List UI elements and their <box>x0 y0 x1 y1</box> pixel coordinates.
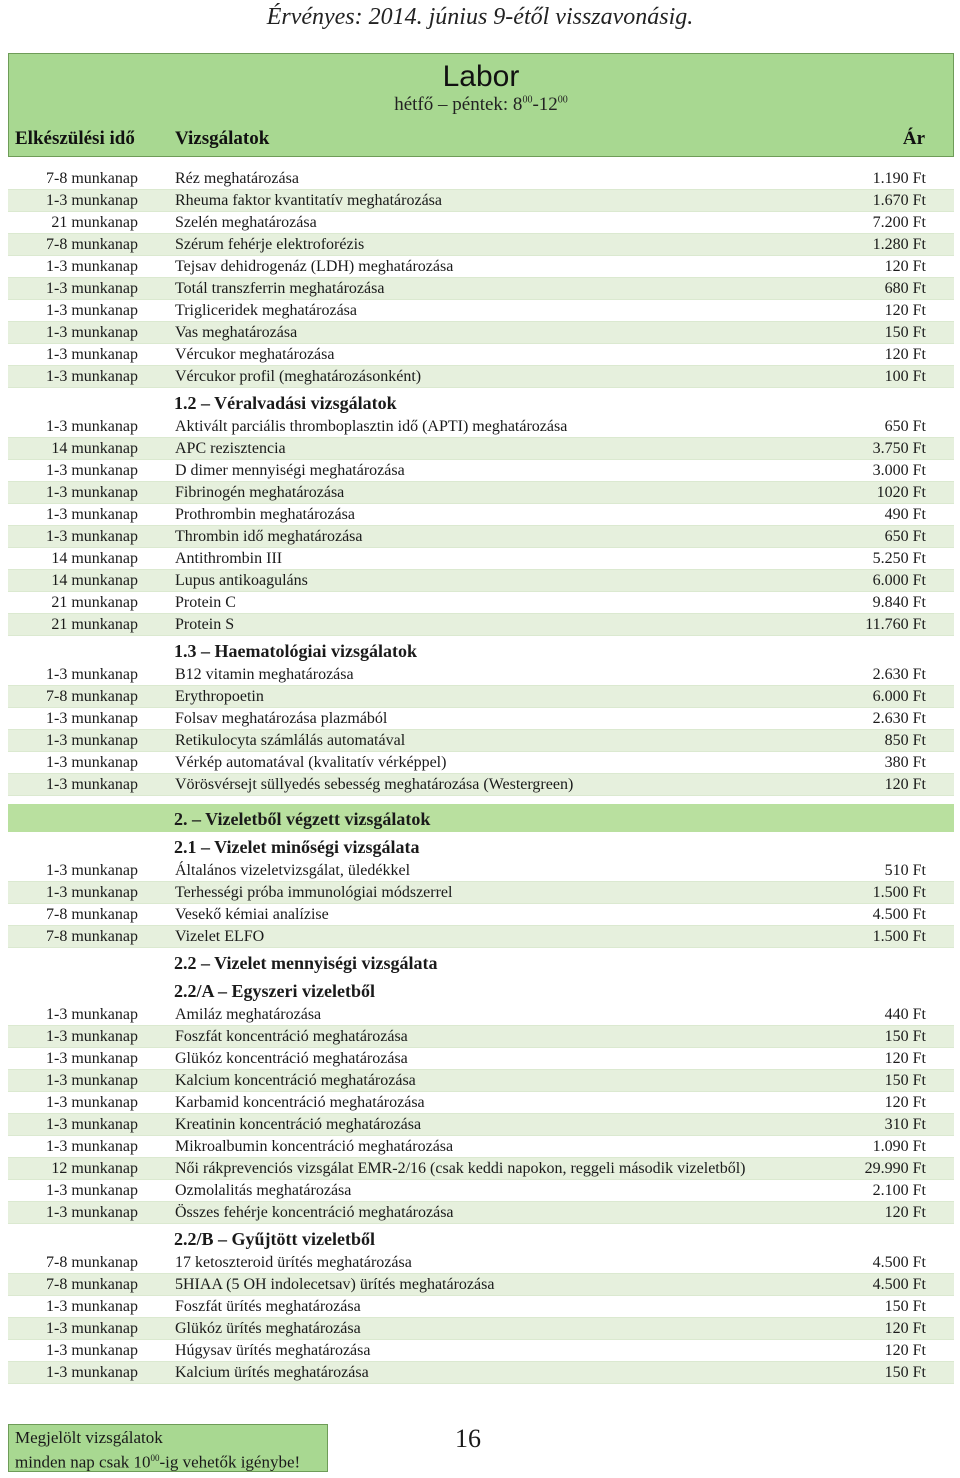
table-row <box>8 1070 954 1092</box>
test-price: 490 Ft <box>884 506 926 523</box>
test-name: Ozmolalitás meghatározása <box>175 1182 352 1199</box>
footer-note <box>8 1424 328 1472</box>
test-price: 150 Ft <box>884 324 926 341</box>
test-name: Fibrinogén meghatározása <box>175 484 345 501</box>
test-price: 5.250 Ft <box>872 550 926 567</box>
table-row <box>8 752 954 774</box>
table-row <box>8 300 954 322</box>
turnaround-time: 1-3 munkanap <box>46 1116 138 1133</box>
page-number: 16 <box>455 1424 481 1453</box>
turnaround-time: 1-3 munkanap <box>46 1298 138 1315</box>
table-row <box>8 460 954 482</box>
test-price: 650 Ft <box>884 528 926 545</box>
test-price: 1.500 Ft <box>872 928 926 945</box>
turnaround-time: 1-3 munkanap <box>46 666 138 683</box>
table-row <box>8 1026 954 1048</box>
test-price: 4.500 Ft <box>872 1276 926 1293</box>
test-price: 510 Ft <box>884 862 926 879</box>
section-heading: 2.2/B – Gyűjtött vizeletből <box>174 1229 375 1249</box>
section-heading: 2.2 – Vizelet mennyiségi vizsgálata <box>174 953 438 973</box>
test-price: 120 Ft <box>884 776 926 793</box>
test-name: Vörösvérsejt süllyedés sebesség meghatározása (Westergreen) <box>175 776 574 793</box>
test-price: 150 Ft <box>884 1364 926 1381</box>
test-price: 150 Ft <box>884 1298 926 1315</box>
turnaround-time: 1-3 munkanap <box>46 1094 138 1111</box>
test-name: APC rezisztencia <box>175 440 286 457</box>
section-heading: 2.2/A – Egyszeri vizeletből <box>174 981 375 1001</box>
turnaround-time: 1-3 munkanap <box>46 192 138 209</box>
table-row <box>8 1362 954 1384</box>
test-price: 4.500 Ft <box>872 906 926 923</box>
turnaround-time: 1-3 munkanap <box>46 1364 138 1381</box>
table-row <box>8 1136 954 1158</box>
test-price: 11.760 Ft <box>865 616 926 633</box>
turnaround-time: 1-3 munkanap <box>46 258 138 275</box>
table-row <box>8 882 954 904</box>
test-name: Szelén meghatározása <box>175 214 317 231</box>
test-name: Thrombin idő meghatározása <box>175 528 363 545</box>
table-row <box>8 570 954 592</box>
turnaround-time: 21 munkanap <box>51 616 138 633</box>
table-row <box>8 438 954 460</box>
test-price: 1020 Ft <box>876 484 926 501</box>
turnaround-time: 1-3 munkanap <box>46 346 138 363</box>
table-row <box>8 1202 954 1224</box>
table-row <box>8 686 954 708</box>
test-price: 2.630 Ft <box>872 666 926 683</box>
test-price: 100 Ft <box>884 368 926 385</box>
turnaround-time: 1-3 munkanap <box>46 1320 138 1337</box>
test-price: 6.000 Ft <box>872 572 926 589</box>
turnaround-time: 7-8 munkanap <box>46 1254 138 1271</box>
table-row <box>8 592 954 614</box>
turnaround-time: 1-3 munkanap <box>46 418 138 435</box>
test-name: Lupus antikoaguláns <box>175 572 308 589</box>
test-name: Glükóz koncentráció meghatározása <box>175 1050 408 1067</box>
footer-note-line1: Megjelölt vizsgálatok <box>15 1428 163 1447</box>
section-heading: 1.3 – Haematológiai vizsgálatok <box>174 641 417 661</box>
turnaround-time: 1-3 munkanap <box>46 302 138 319</box>
section-heading: 2. – Vizeletből végzett vizsgálatok <box>8 804 954 832</box>
turnaround-time: 7-8 munkanap <box>46 688 138 705</box>
test-name: Húgysav ürítés meghatározása <box>175 1342 371 1359</box>
test-name: Mikroalbumin koncentráció meghatározása <box>175 1138 454 1155</box>
table-row <box>8 1274 954 1296</box>
column-header-price: Ár <box>902 128 925 149</box>
test-name: Rheuma faktor kvantitatív meghatározása <box>175 192 443 209</box>
test-price: 4.500 Ft <box>872 1254 926 1271</box>
table-row <box>8 344 954 366</box>
test-name: Folsav meghatározása plazmából <box>175 710 388 727</box>
turnaround-time: 1-3 munkanap <box>46 884 138 901</box>
turnaround-time: 1-3 munkanap <box>46 528 138 545</box>
table-row <box>8 1340 954 1362</box>
test-name: Terhességi próba immunológiai módszerrel <box>175 884 453 901</box>
test-name: Kalcium ürítés meghatározása <box>175 1364 369 1381</box>
turnaround-time: 1-3 munkanap <box>46 324 138 341</box>
table-row <box>8 926 954 948</box>
test-name: Erythropoetin <box>175 688 264 705</box>
test-name: Vércukor meghatározása <box>175 346 335 363</box>
turnaround-time: 1-3 munkanap <box>46 754 138 771</box>
test-name: Összes fehérje koncentráció meghatározása <box>175 1204 454 1221</box>
table-row <box>8 278 954 300</box>
test-name: Vesekő kémiai analízise <box>175 906 329 923</box>
turnaround-time: 14 munkanap <box>51 572 138 589</box>
test-price: 3.000 Ft <box>872 462 926 479</box>
opening-hours: hétfő – péntek: $8^{00}-12^{00}$ <box>394 94 568 115</box>
turnaround-time: 1-3 munkanap <box>46 1072 138 1089</box>
test-name: Réz meghatározása <box>175 170 299 187</box>
turnaround-time: 7-8 munkanap <box>46 236 138 253</box>
turnaround-time: 1-3 munkanap <box>46 462 138 479</box>
table-row <box>8 1114 954 1136</box>
test-price: 120 Ft <box>884 1204 926 1221</box>
test-price: 680 Ft <box>884 280 926 297</box>
test-name: Vércukor profil (meghatározásonként) <box>175 368 422 385</box>
turnaround-time: 1-3 munkanap <box>46 1006 138 1023</box>
test-name: Vas meghatározása <box>175 324 298 341</box>
turnaround-time: 1-3 munkanap <box>46 710 138 727</box>
table-row <box>8 904 954 926</box>
turnaround-time: 7-8 munkanap <box>46 928 138 945</box>
turnaround-time: 7-8 munkanap <box>46 170 138 187</box>
turnaround-time: 14 munkanap <box>51 550 138 567</box>
table-row <box>8 1158 954 1180</box>
test-name: Protein C <box>175 594 236 611</box>
test-name: Vizelet ELFO <box>175 928 265 945</box>
test-name: Foszfát koncentráció meghatározása <box>175 1028 408 1045</box>
test-price: 120 Ft <box>884 302 926 319</box>
turnaround-time: 1-3 munkanap <box>46 1028 138 1045</box>
turnaround-time: 21 munkanap <box>51 214 138 231</box>
test-name: B12 vitamin meghatározása <box>175 666 354 683</box>
table-row <box>8 366 954 388</box>
test-price: 3.750 Ft <box>872 440 926 457</box>
test-name: 5HIAA (5 OH indolecetsav) ürítés meghatározása <box>175 1276 495 1293</box>
test-name: Prothrombin meghatározása <box>175 506 355 523</box>
test-price: 120 Ft <box>884 258 926 275</box>
test-name: Totál transzferrin meghatározása <box>175 280 385 297</box>
table-row <box>8 774 954 796</box>
section-heading: 2.1 – Vizelet minőségi vizsgálata <box>174 837 420 857</box>
turnaround-time: 1-3 munkanap <box>46 862 138 879</box>
test-name: Amiláz meghatározása <box>175 1006 322 1023</box>
test-price: 120 Ft <box>884 1320 926 1337</box>
test-name: Trigliceridek meghatározása <box>175 302 358 319</box>
turnaround-time: 7-8 munkanap <box>46 906 138 923</box>
page-title: Labor <box>442 60 520 93</box>
test-name: Antithrombin III <box>175 550 283 567</box>
turnaround-time: 12 munkanap <box>51 1160 138 1177</box>
test-name: Szérum fehérje elektroforézis <box>175 236 365 253</box>
table-row <box>8 416 954 438</box>
test-name: Kalcium koncentráció meghatározása <box>175 1072 416 1089</box>
validity-notice: Érvényes: 2014. június 9-étől visszavonásig. <box>266 4 694 30</box>
test-price: 150 Ft <box>884 1072 926 1089</box>
test-price: 1.500 Ft <box>872 884 926 901</box>
turnaround-time: 1-3 munkanap <box>46 1342 138 1359</box>
turnaround-time: 1-3 munkanap <box>46 776 138 793</box>
test-price: 380 Ft <box>884 754 926 771</box>
column-header-time: Elkészülési idő <box>15 128 135 149</box>
test-price: 1.190 Ft <box>872 170 926 187</box>
test-name: D dimer mennyiségi meghatározása <box>175 462 405 479</box>
test-price: 6.000 Ft <box>872 688 926 705</box>
table-row <box>8 504 954 526</box>
table-row <box>8 1048 954 1070</box>
test-name: Vérkép automatával (kvalitatív vérképpel) <box>175 754 447 771</box>
test-price: 1.090 Ft <box>872 1138 926 1155</box>
table-row <box>8 1252 954 1274</box>
test-price: 120 Ft <box>884 1094 926 1111</box>
test-price: 29.990 Ft <box>864 1160 926 1177</box>
table-row <box>8 1092 954 1114</box>
test-price: 150 Ft <box>884 1028 926 1045</box>
test-price: 9.840 Ft <box>872 594 926 611</box>
table-row <box>8 1180 954 1202</box>
test-price: 2.630 Ft <box>872 710 926 727</box>
table-row <box>8 548 954 570</box>
test-price: 440 Ft <box>884 1006 926 1023</box>
turnaround-time: 1-3 munkanap <box>46 1204 138 1221</box>
turnaround-time: 1-3 munkanap <box>46 1138 138 1155</box>
table-row <box>8 730 954 752</box>
test-name: Retikulocyta számlálás automatával <box>175 732 406 749</box>
test-price: 650 Ft <box>884 418 926 435</box>
turnaround-time: 1-3 munkanap <box>46 1182 138 1199</box>
section-heading: 1.2 – Véralvadási vizsgálatok <box>174 393 397 413</box>
test-price: 850 Ft <box>884 732 926 749</box>
table-row <box>8 212 954 234</box>
table-row <box>8 322 954 344</box>
table-row <box>8 1004 954 1026</box>
turnaround-time: 7-8 munkanap <box>46 1276 138 1293</box>
table-row <box>8 526 954 548</box>
test-name: Glükóz ürítés meghatározása <box>175 1320 361 1337</box>
turnaround-time: 1-3 munkanap <box>46 1050 138 1067</box>
table-row <box>8 190 954 212</box>
test-price: 120 Ft <box>884 346 926 363</box>
table-row <box>8 482 954 504</box>
table-row <box>8 256 954 278</box>
test-name: Női rákprevenciós vizsgálat EMR-2/16 (csak keddi napokon, reggeli második vizeletből) <box>175 1160 746 1177</box>
test-price: 1.670 Ft <box>872 192 926 209</box>
price-table <box>8 168 954 1384</box>
table-row <box>8 1318 954 1340</box>
table-header <box>8 53 954 157</box>
turnaround-time: 1-3 munkanap <box>46 506 138 523</box>
turnaround-time: 1-3 munkanap <box>46 732 138 749</box>
test-name: Karbamid koncentráció meghatározása <box>175 1094 425 1111</box>
test-name: Aktivált parciális thromboplasztin idő (APTI) meghatározása <box>175 418 568 435</box>
table-row <box>8 860 954 882</box>
test-name: Kreatinin koncentráció meghatározása <box>175 1116 422 1133</box>
table-row <box>8 1296 954 1318</box>
footer-note-line2: minden nap csak $10^{00}-ig$ vehetők igénybe! <box>15 1452 301 1472</box>
test-price: 7.200 Ft <box>872 214 926 231</box>
section-spacer <box>8 796 954 804</box>
test-name: Általános vizeletvizsgálat, üledékkel <box>175 862 411 879</box>
test-name: 17 ketoszteroid ürítés meghatározása <box>175 1254 412 1271</box>
column-header-test: Vizsgálatok <box>175 128 270 149</box>
table-row <box>8 708 954 730</box>
test-price: 1.280 Ft <box>872 236 926 253</box>
test-name: Foszfát ürítés meghatározása <box>175 1298 361 1315</box>
turnaround-time: 21 munkanap <box>51 594 138 611</box>
test-name: Protein S <box>175 616 235 633</box>
turnaround-time: 14 munkanap <box>51 440 138 457</box>
table-row <box>8 234 954 256</box>
test-price: 120 Ft <box>884 1342 926 1359</box>
test-price: 2.100 Ft <box>872 1182 926 1199</box>
test-name: Tejsav dehidrogenáz (LDH) meghatározása <box>175 258 454 275</box>
test-price: 310 Ft <box>884 1116 926 1133</box>
table-row <box>8 664 954 686</box>
test-price: 120 Ft <box>884 1050 926 1067</box>
table-row <box>8 614 954 636</box>
turnaround-time: 1-3 munkanap <box>46 280 138 297</box>
table-row <box>8 168 954 190</box>
turnaround-time: 1-3 munkanap <box>46 368 138 385</box>
turnaround-time: 1-3 munkanap <box>46 484 138 501</box>
